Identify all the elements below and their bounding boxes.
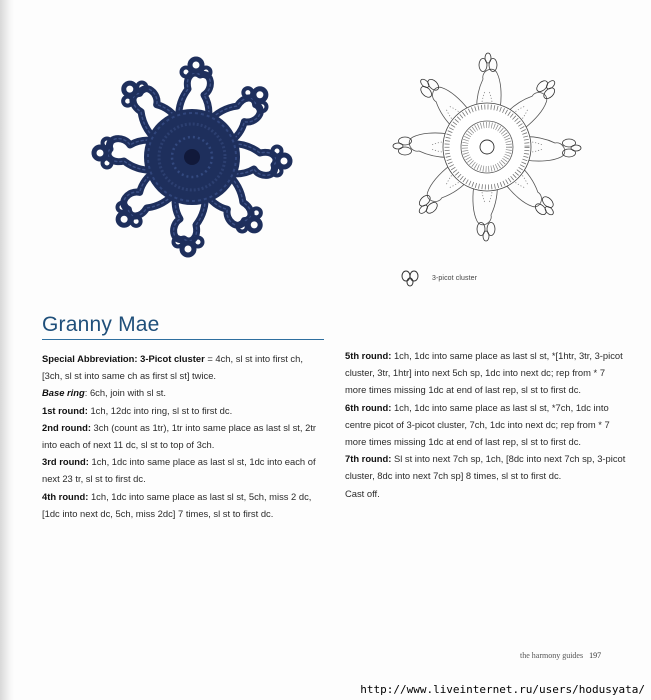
page-gutter-shadow xyxy=(0,0,14,700)
special-abbreviation-text: = 4ch, sl st into first ch, [3ch, sl st into same ch as first sl st] twice. xyxy=(42,353,303,382)
pattern-column-right xyxy=(345,347,628,502)
round-2 xyxy=(42,419,324,453)
pattern-column-left xyxy=(42,350,324,522)
round-text: 3ch (count as 1tr), 1tr into same place as last sl st, 2tr into each of next 11 dc, sl st to top of 3ch. xyxy=(42,421,317,451)
round-label: 1st round: xyxy=(42,404,88,416)
page-footer xyxy=(520,651,601,660)
footer-guide-name: the harmony guides xyxy=(520,651,584,660)
round-1 xyxy=(42,402,324,419)
round-6 xyxy=(345,399,628,451)
round-label: 4th round: xyxy=(42,490,89,502)
round-text: 1ch, 1dc into same place as last sl st, *7ch, 1dc into centre picot of 3-picot cluster, 7ch, 1dc into next dc; rep from * 7 more times missing 1dc at end of last rep, sl st to first dc. xyxy=(345,401,610,448)
legend-label: 3-picot cluster xyxy=(432,274,478,282)
special-abbreviation xyxy=(42,350,324,384)
source-url[interactable]: http://www.liveinternet.ru/users/hodusyata/ xyxy=(360,683,645,696)
round-text: 1ch, 12dc into ring, sl st to first dc. xyxy=(87,404,233,416)
chart-legend xyxy=(398,268,477,288)
round-label: 7th round: xyxy=(345,453,392,465)
title-rule xyxy=(42,339,324,340)
crochet-motif-photo xyxy=(72,45,312,270)
round-3 xyxy=(42,453,324,487)
finish-instruction: Cast off. xyxy=(345,487,380,499)
round-text: 1ch, 1dc into same place as last sl st, 1dc into each of next 23 tr, sl st to first dc. xyxy=(42,456,316,485)
base-ring xyxy=(42,384,324,401)
picot-cluster-symbol-icon xyxy=(398,268,422,288)
page-number: 197 xyxy=(589,651,602,660)
round-label: 2nd round: xyxy=(42,421,91,433)
round-text: 1ch, 1dc into same place as last sl st, 5ch, miss 2 dc, [1dc into next dc, 5ch, miss 2dc] 7 times, sl st to first dc. xyxy=(42,490,312,519)
crochet-chart-diagram xyxy=(385,45,590,250)
round-label: 6th round: xyxy=(345,401,392,413)
round-text: 1ch, 1dc into same place as last sl st, *[1htr, 3tr, 3-picot cluster, 3tr, 1htr] into next 5ch sp, 1dc into next dc; rep from * 7 more times missing 1dc at end of last rep, sl st to first dc. xyxy=(345,350,623,396)
base-ring-text: : 6ch, join with sl st. xyxy=(84,387,167,399)
round-5 xyxy=(345,347,628,399)
round-text: Sl st into next 7ch sp, 1ch, [8dc into next 7ch sp, 3-picot cluster, 8dc into next 7ch sp] 8 times, sl st to first dc. xyxy=(345,453,626,482)
round-label: 3rd round: xyxy=(42,456,89,468)
round-label: 5th round: xyxy=(345,350,392,361)
round-7 xyxy=(345,450,628,484)
page-title: Granny Mae xyxy=(42,313,160,336)
base-ring-label: Base ring xyxy=(42,387,85,399)
round-4 xyxy=(42,488,324,522)
special-abbreviation-label: Special Abbreviation: 3-Picot cluster xyxy=(42,353,205,364)
